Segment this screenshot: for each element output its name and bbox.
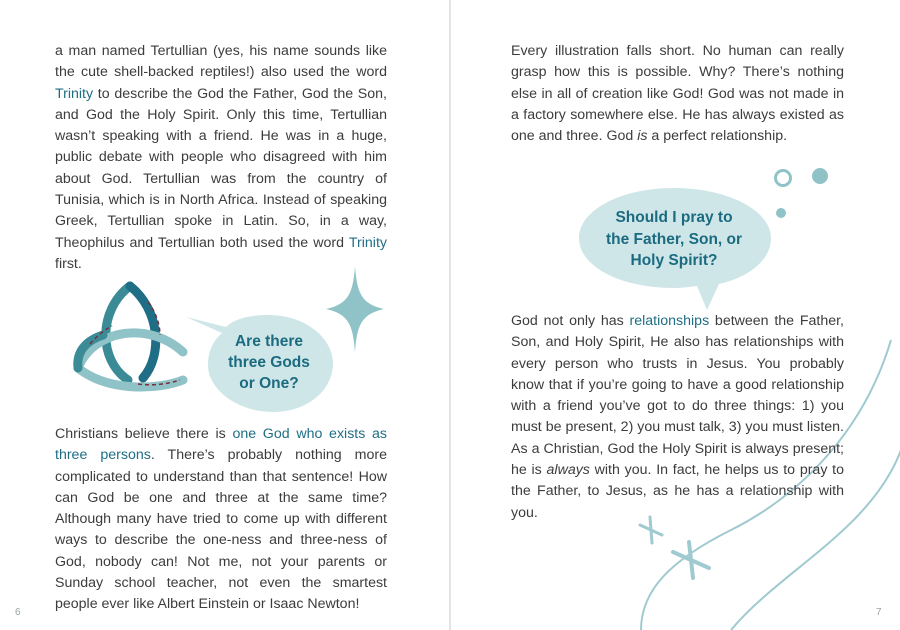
circle-dot-icon <box>771 165 831 225</box>
bubble-line: the Father, Son, or <box>605 230 743 248</box>
text-run: Christians believe there is <box>55 426 233 442</box>
text-run: a man named Tertullian (yes, his name sounds like the cute shell-backed reptiles!) also used the word <box>55 43 387 81</box>
sparkle-star-icon <box>326 266 384 352</box>
term-one-god: one God who exists as three persons <box>55 426 388 464</box>
text-run: to describe the God the Father, God the Son, and God the Holy Spirit. Only this time, Tertullian wasn’t speaking with a friend. He was in a huge, public debate with people who disagreed with him about God. Tertullian was from the country of Tunisia, which is in North Africa. Instead of speaking Greek, Tertullian spoke in Latin. So, in a way, Theophilus and Tertullian both used the word <box>55 85 387 251</box>
term-trinity: Trinity <box>348 234 387 251</box>
text-run: a perfect relationship. <box>647 128 788 145</box>
right-page <box>451 0 900 630</box>
left-paragraph-1 <box>55 41 387 275</box>
left-page <box>0 0 449 630</box>
term-trinity: Trinity <box>55 85 94 102</box>
text-run: first. <box>55 255 82 272</box>
text-run: with you. In fact, he helps us to pray to the Father, to Jesus, as he has a relationship with you. <box>511 462 844 521</box>
text-run: between the Father, Son, and Holy Spirit, He also has relationships with every person who trusts in Jesus. You probably know that if you’re going to have a good relationship with a friend you’ve got to do three things: 1) you must be present, 2) you must talk, 3) you must listen. As a Christian, God the Holy Spirit is always present; he is <box>511 313 844 479</box>
text-run: . There’s probably nothing more complicated to understand than that sentence! How can God be one and three at the same time? Although many have tried to come up with different ways to describe the one-ness and three-ness of God, nobody can! Not me, not your parents or Sunday school teacher, not even the smartest people ever like Albert Einstein or Isaac Newton! <box>55 447 387 613</box>
cross-mark-icon <box>671 540 711 580</box>
bubble-line: Holy Spirit? <box>630 252 718 269</box>
right-bubble-text <box>569 207 779 272</box>
bubble-line: Are there <box>234 333 304 350</box>
right-paragraph-1 <box>511 41 844 147</box>
bubble-line: Should I pray to <box>615 209 733 226</box>
cross-mark-icon <box>636 515 666 545</box>
text-run: God not only has <box>511 313 630 329</box>
bubble-line: three Gods <box>228 354 310 371</box>
page-number-left: 6 <box>15 607 21 618</box>
emphasis-text: is <box>637 128 648 145</box>
right-paragraph-2 <box>511 311 844 524</box>
text-run: Every illustration falls short. No human can really grasp how this is possible. Why? There’s nothing else in all of creation like God! God was not made in a factory somewhere else. He has always existed as one and three. God <box>511 43 844 145</box>
left-paragraph-2 <box>55 424 387 616</box>
bubble-line: or One? <box>239 375 299 392</box>
page-number-right: 7 <box>876 607 882 618</box>
emphasis-text: always <box>546 462 590 479</box>
term-relationships: relationships <box>629 313 710 329</box>
left-bubble-text <box>208 331 330 394</box>
